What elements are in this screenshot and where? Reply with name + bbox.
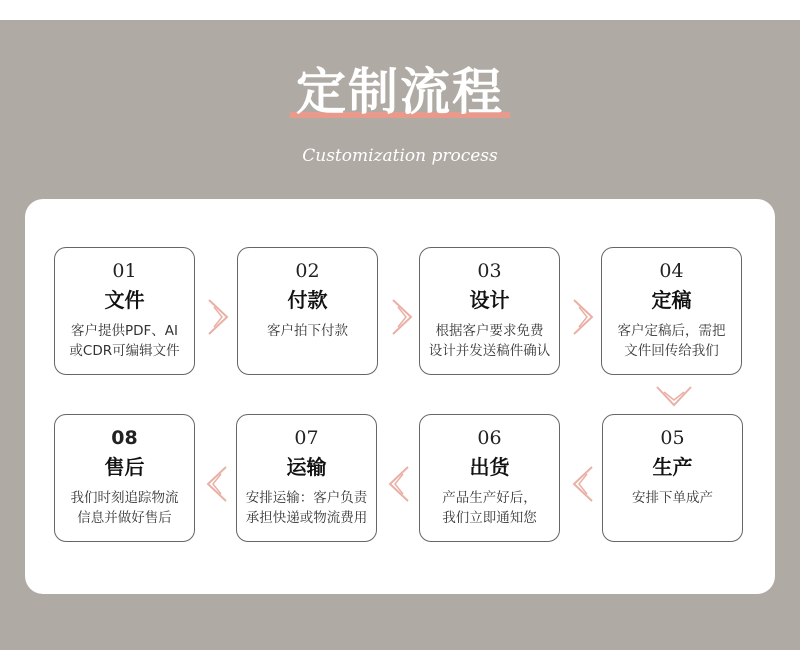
chevron-right-icon <box>391 298 415 336</box>
step-description <box>55 321 194 361</box>
chevron-left-icon <box>386 465 410 503</box>
page-title: 定制流程 <box>296 63 504 121</box>
step-description-line: 或CDR可编辑文件 <box>69 343 180 359</box>
step-description-line: 产品生产好后， <box>442 490 537 506</box>
step-name: 出货 <box>469 455 510 479</box>
chevron-left-icon <box>204 465 228 503</box>
step-description <box>603 488 742 508</box>
step-card-04 <box>601 247 742 375</box>
step-number: 03 <box>477 260 502 282</box>
step-description-line: 我们立即通知您 <box>442 510 537 526</box>
step-number: 01 <box>112 260 137 282</box>
step-number: 07 <box>294 427 319 449</box>
step-card-03 <box>419 247 560 375</box>
step-description-line: 客户拍下付款 <box>267 323 348 339</box>
step-name: 售后 <box>104 455 145 479</box>
step-description-line: 承担快递或物流费用 <box>245 510 368 526</box>
step-name: 运输 <box>286 455 327 479</box>
step-description-line: 文件回传给我们 <box>624 343 719 359</box>
page-subtitle: Customization process <box>302 146 498 166</box>
step-number: 04 <box>659 260 684 282</box>
step-description <box>55 488 194 528</box>
step-card-01 <box>54 247 195 375</box>
step-number: 06 <box>477 427 502 449</box>
chevron-left-icon <box>570 465 594 503</box>
step-card-02 <box>237 247 378 375</box>
step-description-line: 安排运输：客户负责 <box>245 490 368 506</box>
step-description-line: 设计并发送稿件确认 <box>428 343 551 359</box>
step-description-line: 客户提供PDF、AI <box>70 323 179 339</box>
step-name: 设计 <box>469 288 510 312</box>
step-description-line: 根据客户要求免费 <box>435 323 544 339</box>
chevron-right-icon <box>572 298 596 336</box>
step-name: 定稿 <box>651 288 692 312</box>
step-name: 付款 <box>287 288 328 312</box>
step-card-05 <box>602 414 743 542</box>
chevron-right-icon <box>207 298 231 336</box>
step-description <box>420 321 559 361</box>
step-card-08 <box>54 414 195 542</box>
step-name: 生产 <box>652 455 693 479</box>
step-description <box>420 488 559 528</box>
step-card-06 <box>419 414 560 542</box>
step-description-line: 安排下单成产 <box>632 490 713 506</box>
step-card-07 <box>236 414 377 542</box>
step-number: 05 <box>660 427 685 449</box>
step-description-line: 信息并做好售后 <box>77 510 172 526</box>
chevron-down-icon <box>655 385 693 409</box>
step-description <box>602 321 741 361</box>
step-number: 08 <box>111 427 138 449</box>
step-description <box>238 321 377 341</box>
step-number: 02 <box>295 260 320 282</box>
step-description-line: 我们时刻追踪物流 <box>70 490 179 506</box>
step-name: 文件 <box>104 288 145 312</box>
step-description <box>237 488 376 528</box>
step-description-line: 客户定稿后，需把 <box>617 323 726 339</box>
